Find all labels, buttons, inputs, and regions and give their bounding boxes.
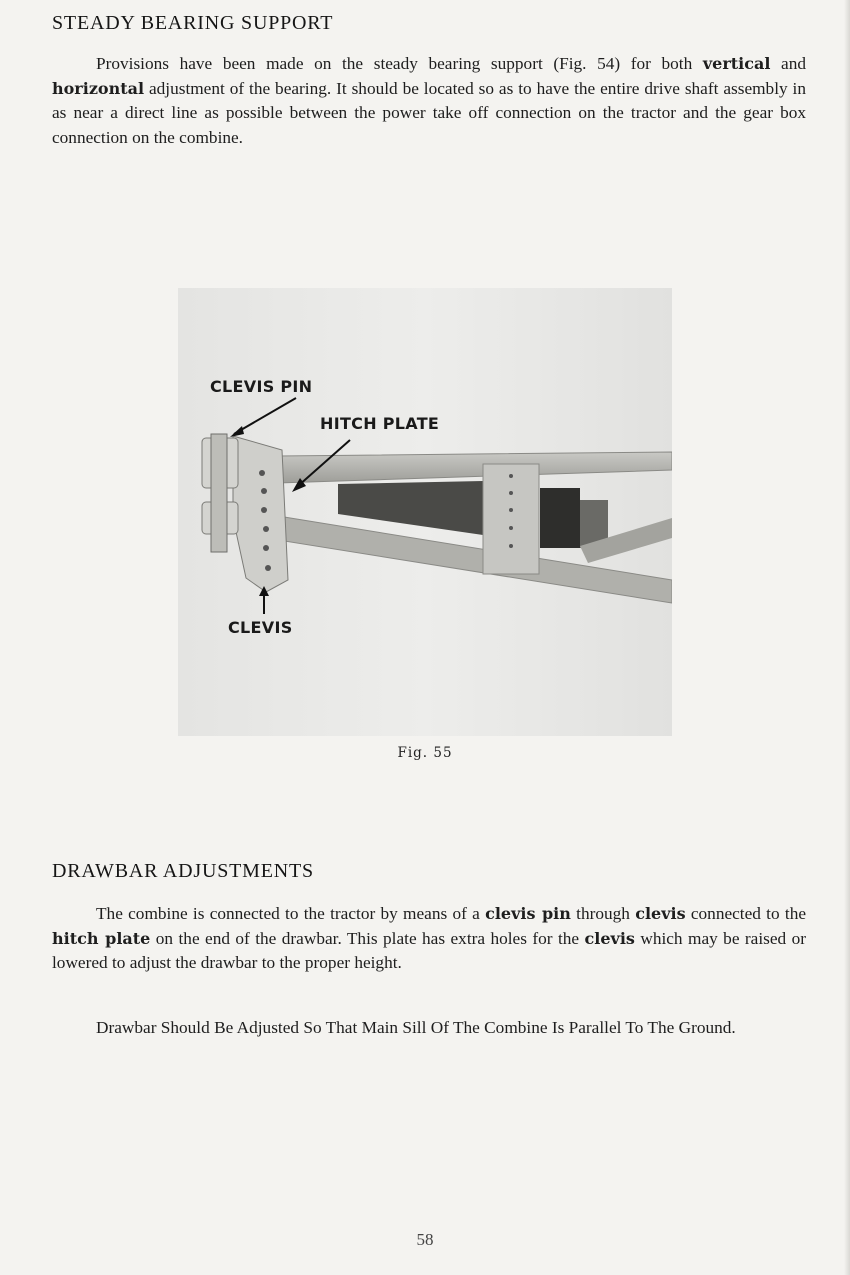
paragraph-drawbar-parallel <box>52 1016 806 1041</box>
text-run: Provisions have been made on the steady bearing support (Fig. 54) for both <box>96 54 703 73</box>
bold-term: clevis <box>635 904 686 923</box>
text-run: Drawbar Should Be Adjusted So That Main Sill Of The Combine Is Parallel To The Ground. <box>96 1018 736 1037</box>
hitch-hole <box>265 565 271 571</box>
hitch-hole <box>261 488 267 494</box>
text-run: adjustment of the bearing. It should be located so as to have the entire drive shaft assembly in as near a direct line as possible between the power take off connection on the tractor and the gear box connection on the combine. <box>52 78 806 147</box>
text-run: which may be raised or lowered to adjust the drawbar to the proper height. <box>52 928 807 972</box>
hitch-hole <box>259 470 265 476</box>
figure-caption: Fig. 55 <box>397 745 453 761</box>
label-hitch-plate: HITCH PLATE <box>320 414 440 433</box>
text-run: connected to the <box>685 904 807 923</box>
page-edge-shadow <box>844 0 850 1275</box>
heading-steady-bearing-support: STEADY BEARING SUPPORT <box>52 12 334 34</box>
heading-drawbar-adjustments: DRAWBAR ADJUSTMENTS <box>52 860 314 882</box>
hitch-hole <box>263 526 269 532</box>
bold-term: clevis <box>584 928 635 948</box>
text-run: and <box>770 54 806 73</box>
text-run: The combine is connected to the tractor by means of a <box>96 904 486 923</box>
text-run: on the end of the drawbar. This plate has extra holes for the <box>150 928 585 948</box>
figure-hitch-photo <box>178 288 672 736</box>
hitch-hole <box>261 507 267 513</box>
hitch-hole <box>263 545 269 551</box>
label-clevis: CLEVIS <box>228 618 293 637</box>
bold-term: vertical <box>702 54 771 73</box>
label-clevis-pin: CLEVIS PIN <box>210 377 313 396</box>
paragraph-steady-bearing <box>52 52 806 150</box>
page-number: 58 <box>416 1230 434 1249</box>
text-run: through <box>570 904 636 923</box>
cross-member <box>483 464 539 574</box>
bold-term: hitch plate <box>52 928 151 948</box>
bold-term: clevis pin <box>485 904 571 923</box>
bold-term: horizontal <box>52 78 145 98</box>
paragraph-drawbar-connection <box>52 902 806 976</box>
rear-bracket <box>540 488 580 548</box>
hitch-illustration <box>178 288 672 736</box>
clevis-pin <box>211 434 227 552</box>
